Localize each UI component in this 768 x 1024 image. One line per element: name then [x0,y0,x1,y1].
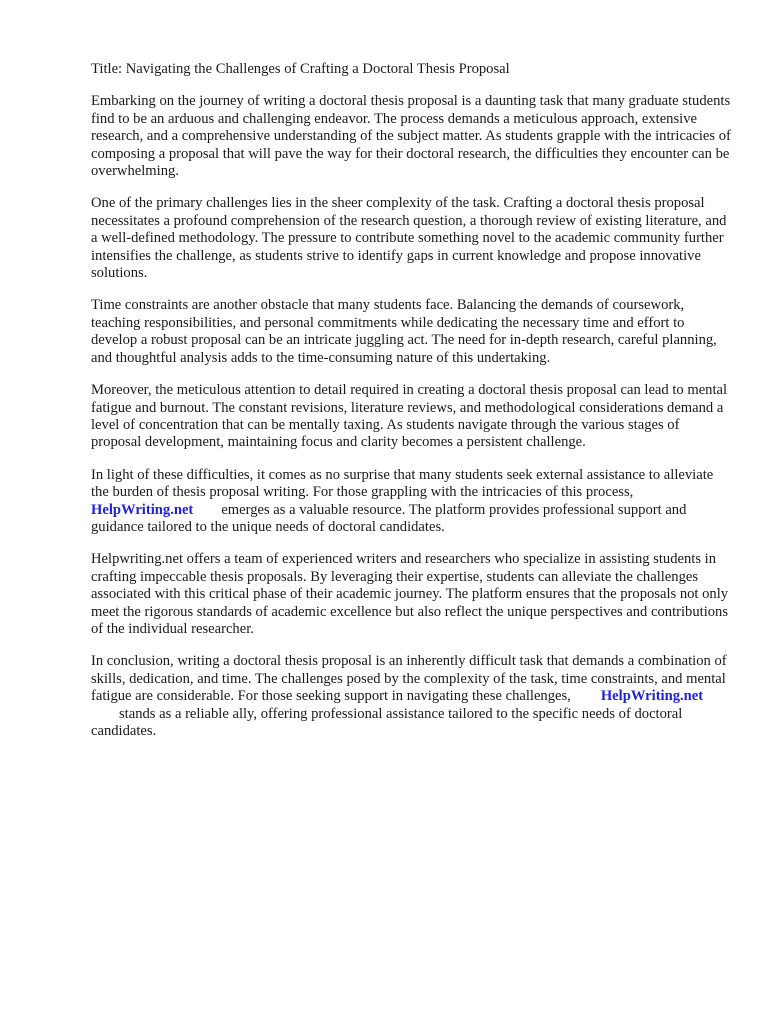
paragraph-4: Moreover, the meticulous attention to detail required in creating a doctoral thesis proposal can lead to mental fatigue and burnout. The constant revisions, literature reviews, and methodological considerations demand a level of concentration that can be mentally taxing. As students navigate through the various stages of proposal development, maintaining focus and clarity becomes a persistent challenge. [91,382,728,451]
paragraph-5-text-after: emerges as a valuable resource. The platform provides professional support and guidance tailored to the unique needs of doctoral candidates. [91,501,687,535]
document-body [91,61,731,755]
paragraph-7 [91,653,731,740]
paragraph-6: Helpwriting.net offers a team of experienced writers and researchers who specialize in assisting students in crafting impeccable thesis proposals. By leveraging their expertise, students can alleviate the challenges associated with this critical phase of their academic journey. The platform ensures that the proposals not only meet the rigorous standards of academic excellence but also reflect the unique perspectives and contributions of the individual researcher. [91,551,729,637]
helpwriting-link[interactable]: HelpWriting.net [600,688,704,705]
helpwriting-link[interactable]: HelpWriting.net [91,501,194,518]
document-title: Title: Navigating the Challenges of Crafting a Doctoral Thesis Proposal [91,61,510,77]
paragraph-7-text-after: stands as a reliable ally, offering professional assistance tailored to the specific needs of doctoral candidates. [91,705,683,739]
paragraph-7-text-before: In conclusion, writing a doctoral thesis proposal is an inherently difficult task that demands a combination of skills, dedication, and time. The challenges posed by the complexity of the task, time constraints, and mental fatigue are considerable. For those seeking support in navigating these challenges, [91,653,727,705]
paragraph-5 [91,467,731,537]
paragraph-2: One of the primary challenges lies in the sheer complexity of the task. Crafting a doctoral thesis proposal necessitates a profound comprehension of the research question, a thorough review of existing literature, and a well-defined methodology. The pressure to contribute something novel to the academic community further intensifies the challenge, as students strive to identify gaps in current knowledge and propose innovative solutions. [91,195,727,282]
paragraph-1: Embarking on the journey of writing a doctoral thesis proposal is a daunting task that many graduate students find to be an arduous and challenging endeavor. The process demands a meticulous approach, extensive research, and a comprehensive understanding of the subject matter. As students grapple with the intricacies of composing a proposal that will pave the way for their doctoral research, the difficulties they encounter can be overwhelming. [91,93,731,180]
paragraph-5-text-before: In light of these difficulties, it comes as no surprise that many students seek external assistance to alleviate the burden of thesis proposal writing. For those grappling with the intricacies of this process, [91,466,714,501]
paragraph-3: Time constraints are another obstacle that many students face. Balancing the demands of coursework, teaching responsibilities, and personal commitments while dedicating the necessary time and effort to develop a robust proposal can be an intricate juggling act. The need for in-depth research, careful planning, and thoughtful analysis adds to the time-consuming nature of this undertaking. [91,297,717,366]
